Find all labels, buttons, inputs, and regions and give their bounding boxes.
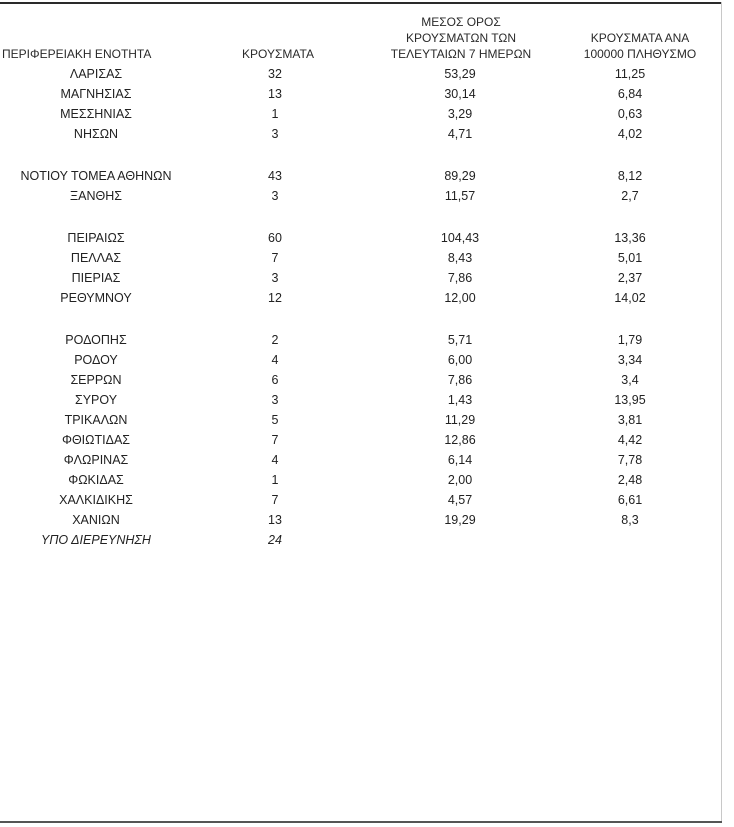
per100k-cell: 6,61 <box>617 493 643 507</box>
cases-cell: 1 <box>271 473 279 487</box>
cases-cell: 4 <box>271 353 279 367</box>
avg-cell: 2,00 <box>447 473 473 487</box>
region-cell: ΞΑΝΘΗΣ <box>70 189 122 203</box>
table-row <box>0 288 722 308</box>
cases-cell: 12 <box>268 291 282 305</box>
table-row <box>0 390 722 410</box>
region-cell: ΣΕΡΡΩΝ <box>70 373 122 387</box>
region-cell: ΠΕΛΛΑΣ <box>70 251 122 265</box>
cases-cell: 32 <box>268 67 282 81</box>
cases-cell: 2 <box>271 333 279 347</box>
table-row <box>0 430 722 450</box>
avg-cell: 6,14 <box>447 453 473 467</box>
avg-cell: 7,86 <box>447 373 473 387</box>
per100k-cell: 6,84 <box>617 87 643 101</box>
cases-cell: 5 <box>271 413 279 427</box>
region-cell: ΜΕΣΣΗΝΙΑΣ <box>60 107 132 121</box>
table-row <box>0 350 722 370</box>
region-cell: ΥΠΟ ΔΙΕΡΕΥΝΗΣΗ <box>41 533 151 547</box>
avg-cell: 4,71 <box>447 127 473 141</box>
cases-cell: 7 <box>271 433 279 447</box>
avg-cell: 6,00 <box>447 353 473 367</box>
table-row <box>0 166 722 186</box>
table-row <box>0 510 722 530</box>
table-row <box>0 248 722 268</box>
region-cell: ΧΑΝΙΩΝ <box>72 513 120 527</box>
per100k-cell: 8,3 <box>621 513 639 527</box>
avg-cell: 3,29 <box>447 107 473 121</box>
header-avg-line-1: ΜΕΣΟΣ ΟΡΟΣ <box>421 15 501 29</box>
avg-cell: 5,71 <box>447 333 473 347</box>
avg-cell: 19,29 <box>444 513 476 527</box>
per100k-cell: 8,12 <box>617 169 643 183</box>
avg-cell: 4,57 <box>447 493 473 507</box>
cases-cell: 4 <box>271 453 279 467</box>
region-cell: ΛΑΡΙΣΑΣ <box>69 67 123 81</box>
per100k-cell: 14,02 <box>614 291 646 305</box>
top-rule <box>0 2 722 4</box>
header-region: ΠΕΡΙΦΕΡΕΙΑΚΗ ΕΝΟΤΗΤΑ <box>2 47 152 61</box>
avg-cell: 12,00 <box>444 291 476 305</box>
header-avg-line-3: ΤΕΛΕΥΤΑΙΩΝ 7 ΗΜΕΡΩΝ <box>390 47 532 61</box>
table-row <box>0 330 722 350</box>
table-row <box>0 268 722 288</box>
per100k-cell: 0,63 <box>617 107 643 121</box>
avg-cell: 89,29 <box>444 169 476 183</box>
header-per-line-2: 100000 ΠΛΗΘΥΣΜΟ <box>583 47 697 61</box>
per100k-cell: 4,42 <box>617 433 643 447</box>
per100k-cell: 11,25 <box>614 67 646 81</box>
table-row <box>0 228 722 248</box>
avg-cell: 7,86 <box>447 271 473 285</box>
region-cell: ΝΟΤΙΟΥ ΤΟΜΕΑ ΑΘΗΝΩΝ <box>20 169 172 183</box>
region-cell: ΧΑΛΚΙΔΙΚΗΣ <box>59 493 133 507</box>
table-row <box>0 370 722 390</box>
cases-cell: 7 <box>271 493 279 507</box>
table-row <box>0 104 722 124</box>
per100k-cell: 2,7 <box>621 189 639 203</box>
cases-cell: 1 <box>271 107 279 121</box>
header-cases: ΚΡΟΥΣΜΑΤΑ <box>242 47 314 61</box>
header-per-line-1: ΚΡΟΥΣΜΑΤΑ ΑΝΑ <box>590 31 690 45</box>
per100k-cell: 3,34 <box>617 353 643 367</box>
per100k-cell: 3,4 <box>621 373 639 387</box>
per100k-cell: 2,48 <box>617 473 643 487</box>
table-row <box>0 64 722 84</box>
cases-cell: 7 <box>271 251 279 265</box>
table-row <box>0 124 722 144</box>
cases-cell: 60 <box>268 231 282 245</box>
region-cell: ΦΘΙΩΤΙΔΑΣ <box>61 433 131 447</box>
avg-cell: 53,29 <box>444 67 476 81</box>
cases-cell: 3 <box>271 189 279 203</box>
table-row <box>0 84 722 104</box>
header-avg-line-2: ΚΡΟΥΣΜΑΤΩΝ ΤΩΝ <box>405 31 517 45</box>
table-row <box>0 450 722 470</box>
header-per-100k <box>560 30 720 62</box>
bottom-rule <box>0 821 722 823</box>
avg-cell: 104,43 <box>440 231 480 245</box>
cases-cell: 13 <box>268 513 282 527</box>
cases-cell: 6 <box>271 373 279 387</box>
cases-cell: 24 <box>268 533 282 547</box>
region-cell: ΝΗΣΩΝ <box>73 127 119 141</box>
table-row <box>0 470 722 490</box>
avg-cell: 11,57 <box>444 189 476 203</box>
avg-cell: 11,29 <box>444 413 476 427</box>
table-row <box>0 490 722 510</box>
avg-cell: 8,43 <box>447 251 473 265</box>
region-cell: ΣΥΡΟΥ <box>74 393 118 407</box>
per100k-cell: 1,79 <box>617 333 643 347</box>
per100k-cell: 5,01 <box>617 251 643 265</box>
per100k-cell: 13,95 <box>614 393 646 407</box>
region-cell: ΡΟΔΟΥ <box>74 353 118 367</box>
avg-cell: 12,86 <box>444 433 476 447</box>
table-row <box>0 186 722 206</box>
avg-cell: 30,14 <box>444 87 476 101</box>
region-cell: ΠΕΙΡΑΙΩΣ <box>67 231 125 245</box>
table-row-under-investigation <box>0 530 722 550</box>
per100k-cell: 2,37 <box>617 271 643 285</box>
per100k-cell: 3,81 <box>617 413 643 427</box>
region-cell: ΤΡΙΚΑΛΩΝ <box>64 413 128 427</box>
per100k-cell: 7,78 <box>617 453 643 467</box>
region-cell: ΦΩΚΙΔΑΣ <box>68 473 124 487</box>
cases-cell: 3 <box>271 127 279 141</box>
cases-cell: 13 <box>268 87 282 101</box>
avg-cell: 1,43 <box>447 393 473 407</box>
per100k-cell: 13,36 <box>614 231 646 245</box>
region-cell: ΦΛΩΡΙΝΑΣ <box>63 453 129 467</box>
table-row <box>0 410 722 430</box>
region-cell: ΠΙΕΡΙΑΣ <box>71 271 121 285</box>
region-cell: ΡΟΔΟΠΗΣ <box>65 333 127 347</box>
header-avg-7-days <box>366 14 556 62</box>
per100k-cell: 4,02 <box>617 127 643 141</box>
cases-cell: 3 <box>271 271 279 285</box>
cases-cell: 43 <box>268 169 282 183</box>
region-cell: ΜΑΓΝΗΣΙΑΣ <box>60 87 132 101</box>
region-cell: ΡΕΘΥΜΝΟΥ <box>60 291 132 305</box>
cases-cell: 3 <box>271 393 279 407</box>
